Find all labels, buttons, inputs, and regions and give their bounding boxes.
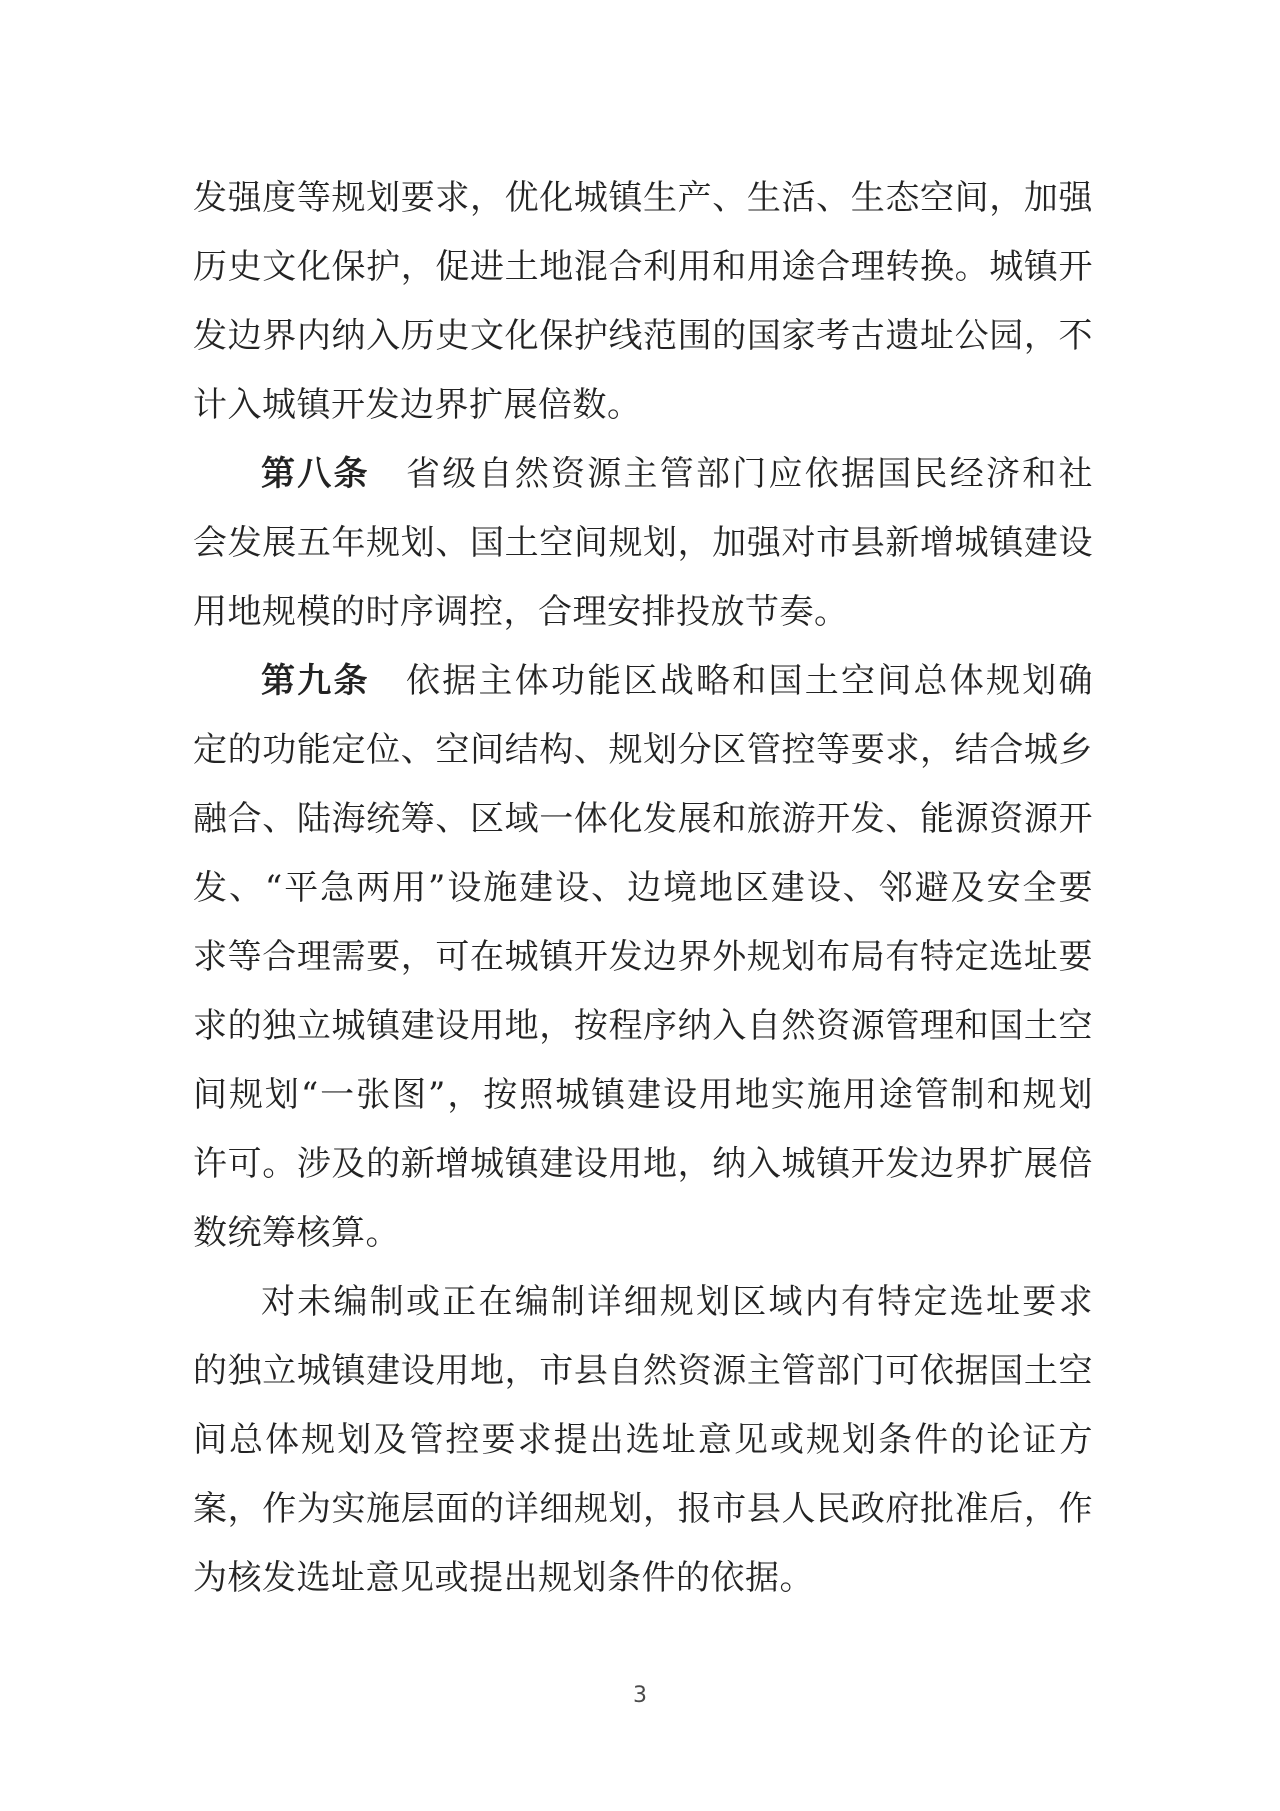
text-line-article-8 bbox=[193, 440, 1093, 509]
line-text: 融合、陆海统筹、区域一体化发展和旅游开发、能源资源开 bbox=[193, 799, 1093, 839]
line-text: 省级自然资源主管部门应依据国民经济和社 bbox=[369, 454, 1093, 494]
line-text: 许可。涉及的新增城镇建设用地，纳入城镇开发边界扩展倍 bbox=[193, 1144, 1093, 1184]
text-line bbox=[193, 1061, 1093, 1130]
line-text: 会发展五年规划、国土空间规划，加强对市县新增城镇建设 bbox=[193, 523, 1093, 563]
line-text: 发强度等规划要求，优化城镇生产、生活、生态空间，加强 bbox=[193, 178, 1093, 218]
line-text: 间总体规划及管控要求提出选址意见或规划条件的论证方 bbox=[193, 1420, 1093, 1460]
text-line bbox=[193, 509, 1093, 578]
text-line bbox=[193, 1130, 1093, 1199]
document-text-block bbox=[193, 164, 1093, 1613]
line-text: 用地规模的时序调控，合理安排投放节奏。 bbox=[193, 592, 849, 632]
line-text: 数统筹核算。 bbox=[193, 1213, 400, 1253]
text-line bbox=[193, 302, 1093, 371]
line-text: 历史文化保护，促进土地混合利用和用途合理转换。城镇开 bbox=[193, 247, 1093, 287]
article-9-label: 第九条 bbox=[261, 661, 370, 701]
article-8-label: 第八条 bbox=[261, 454, 370, 494]
text-line bbox=[193, 1199, 1093, 1268]
line-text: 求等合理需要，可在城镇开发边界外规划布局有特定选址要 bbox=[193, 937, 1093, 977]
text-line bbox=[193, 1406, 1093, 1475]
text-line bbox=[193, 233, 1093, 302]
line-text: 定的功能定位、空间结构、规划分区管控等要求，结合城乡 bbox=[193, 730, 1093, 770]
line-text: 发边界内纳入历史文化保护线范围的国家考古遗址公园，不 bbox=[193, 316, 1093, 356]
text-line bbox=[193, 923, 1093, 992]
line-text: 案，作为实施层面的详细规划，报市县人民政府批准后，作 bbox=[193, 1489, 1093, 1529]
text-line bbox=[193, 1544, 1093, 1613]
line-text: 发、“平急两用”设施建设、边境地区建设、邻避及安全要 bbox=[193, 868, 1093, 908]
text-line bbox=[193, 578, 1093, 647]
text-line bbox=[193, 1475, 1093, 1544]
text-line bbox=[193, 1337, 1093, 1406]
page-number: 3 bbox=[633, 1683, 647, 1708]
line-text: 为核发选址意见或提出规划条件的依据。 bbox=[193, 1558, 814, 1598]
text-line bbox=[193, 854, 1093, 923]
line-text: 间规划“一张图”，按照城镇建设用地实施用途管制和规划 bbox=[193, 1075, 1093, 1115]
text-line bbox=[193, 371, 1093, 440]
line-text: 的独立城镇建设用地，市县自然资源主管部门可依据国土空 bbox=[193, 1351, 1093, 1391]
line-text: 对未编制或正在编制详细规划区域内有特定选址要求 bbox=[261, 1282, 1093, 1322]
line-text: 计入城镇开发边界扩展倍数。 bbox=[193, 385, 642, 425]
line-text: 求的独立城镇建设用地，按程序纳入自然资源管理和国土空 bbox=[193, 1006, 1093, 1046]
text-line bbox=[193, 716, 1093, 785]
line-text: 依据主体功能区战略和国土空间总体规划确 bbox=[369, 661, 1093, 701]
text-line-paragraph-start bbox=[193, 1268, 1093, 1337]
text-line-article-9 bbox=[193, 647, 1093, 716]
text-line bbox=[193, 164, 1093, 233]
text-line bbox=[193, 992, 1093, 1061]
text-line bbox=[193, 785, 1093, 854]
